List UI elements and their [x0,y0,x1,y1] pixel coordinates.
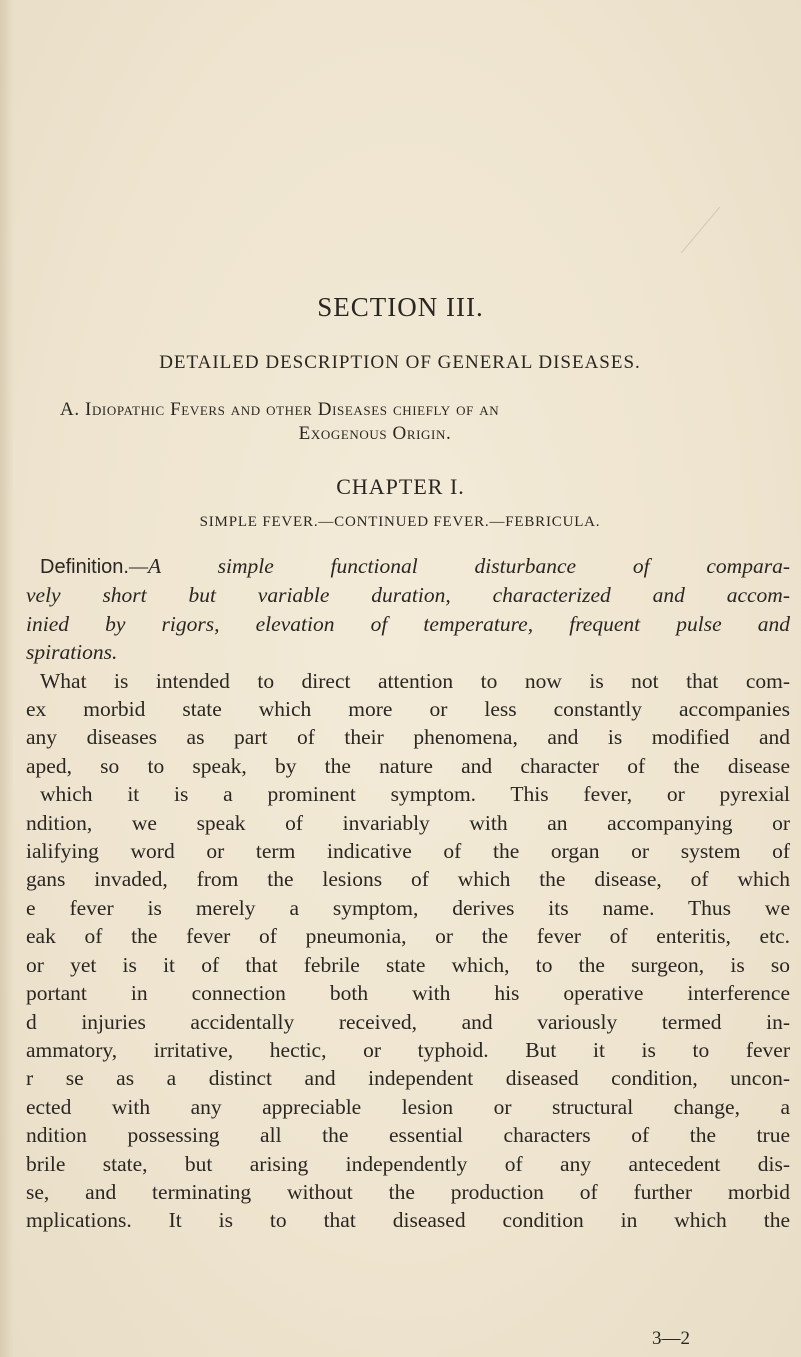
definition-line: inied by rigors, elevation of temperature, frequent pulse and [26,611,790,636]
gutter-shadow [0,0,14,1357]
paragraph-line: any diseases as part of their phenomena, and is modified and [26,725,790,750]
paragraph-line: gans invaded, from the lesions of which the disease, of which [26,867,790,892]
definition-line: spirations. [26,640,118,665]
paragraph-line: ndition, we speak of invariably with an accompanying or [26,810,790,835]
page-signature: 3—2 [652,1328,690,1349]
paragraph-line: mplications. It is to that diseased condition in which the [26,1208,790,1233]
paragraph-line: e fever is merely a symptom, derives its name. Thus we [26,895,790,920]
chapter-title: CHAPTER I. [336,474,465,499]
paragraph-line: or yet is it of that febrile state which, to the surgeon, is so [26,952,790,977]
chapter-subtitle: SIMPLE FEVER.—CONTINUED FEVER.—FEBRICULA. [199,514,601,530]
definition-line [26,552,790,581]
subdivision-line-2: Exogenous Origin. [298,423,452,444]
paragraph-line: aped, so to speak, by the nature and character of the disease [26,753,790,778]
paragraph-line: eak of the fever of pneumonia, or the fever of enteritis, etc. [26,924,790,949]
definition-text: —A simple functional disturbance of compara- [128,554,790,578]
paragraph-line: ammatory, irritative, hectic, or typhoid. But it is to fever [26,1037,790,1062]
paragraph-line: ex morbid state which more or less constantly accompanies [26,697,790,722]
section-heading: SECTION III. [317,292,484,322]
subdivision-line-1: A. Idiopathic Fevers and other Diseases chiefly of an [60,399,500,420]
paragraph-line: ected with any appreciable lesion or structural change, a [26,1094,790,1119]
pencil-mark [681,207,720,254]
body-text [26,552,790,1235]
main-title: DETAILED DESCRIPTION OF GENERAL DISEASES. [159,352,641,373]
paragraph-line: portant in connection both with his operative interference [26,981,790,1006]
definition-label: Definition. [40,556,129,578]
paragraph-line: ndition possessing all the essential characters of the true [26,1123,790,1148]
paragraph-line: se, and terminating without the production of further morbid [26,1179,790,1204]
paragraph-line: ialifying word or term indicative of the organ or system of [26,839,790,864]
subdivision-heading [40,398,800,446]
paragraph-line: What is intended to direct attention to now is not that com- [40,668,790,693]
paragraph-line: brile state, but arising independently of any antecedent dis- [26,1151,790,1176]
paragraph-line: which it is a prominent symptom. This fever, or pyrexial [40,782,790,807]
paragraph-line: d injuries accidentally received, and variously termed in- [26,1009,790,1034]
paragraph-line: r se as a distinct and independent diseased condition, uncon- [26,1066,790,1091]
definition-line: vely short but variable duration, characterized and accom- [26,583,790,608]
